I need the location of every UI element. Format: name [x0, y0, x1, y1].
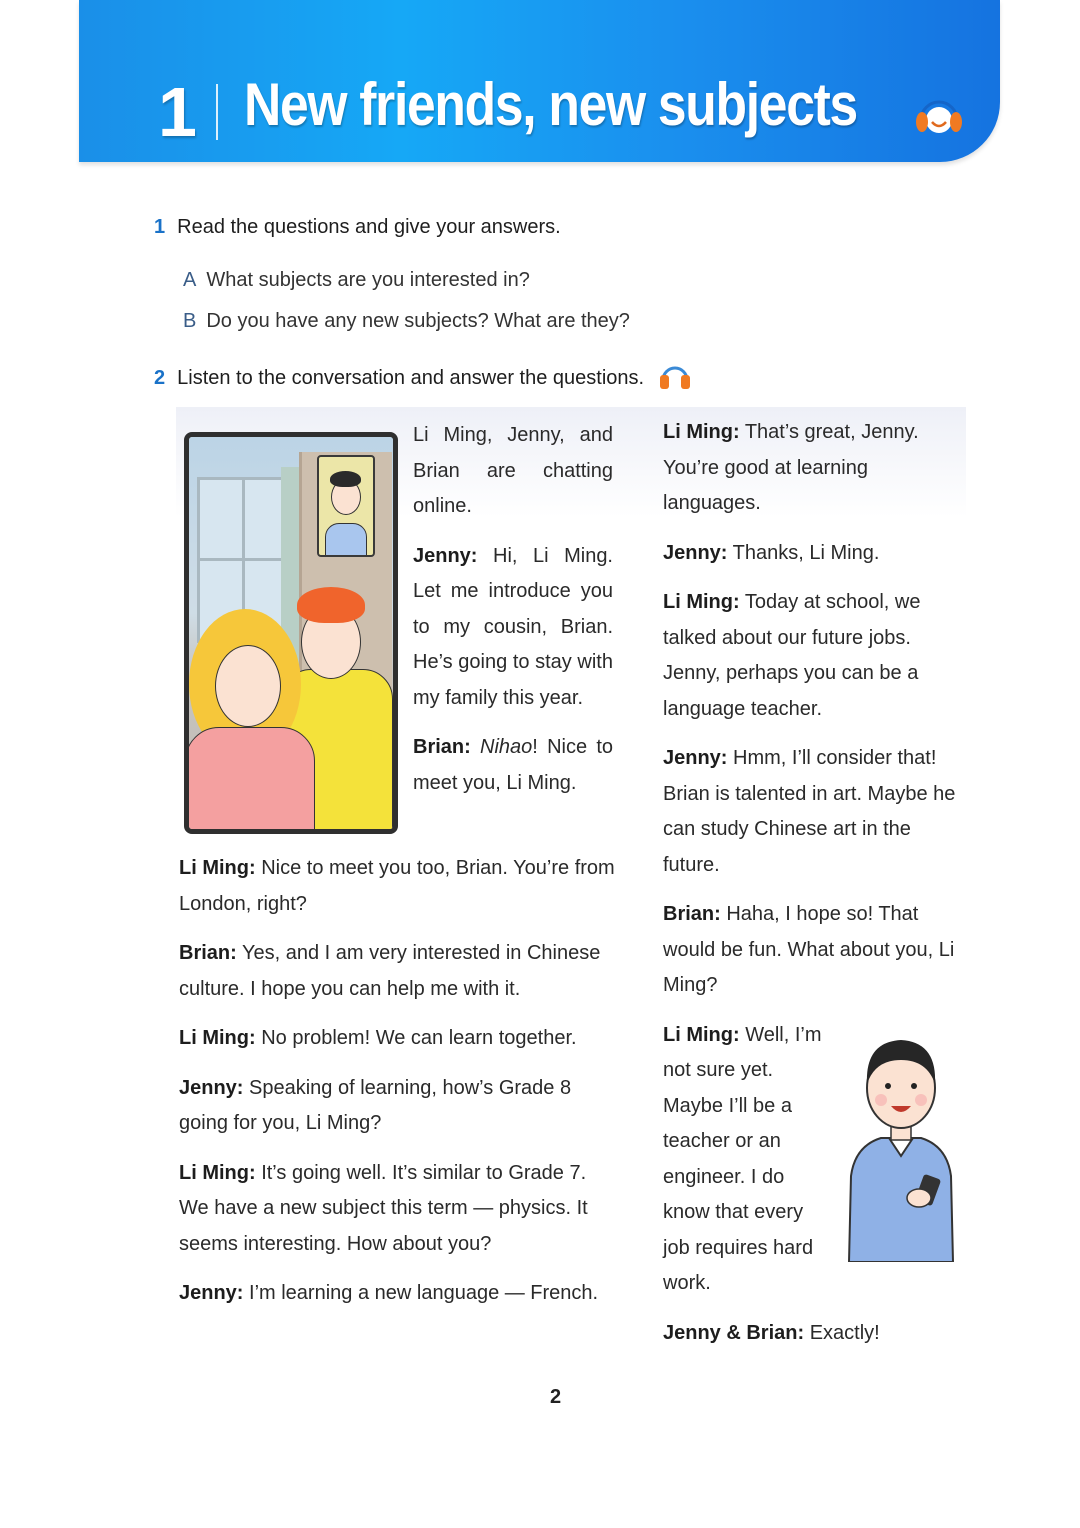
question-letter: B [183, 310, 197, 332]
dialogue-text: That’s great, Jenny. You’re good at learning languages. [663, 421, 919, 514]
speaker-name: Brian: [179, 942, 237, 964]
li-ming-figure-wrapper [841, 1026, 965, 1262]
speaker-name: Jenny & Brian: [663, 1321, 805, 1344]
closing-block [663, 1018, 957, 1366]
speaker-name: Li Ming: [663, 591, 740, 613]
conversation-intro: Li Ming, Jenny, and Brian are chatting online. [413, 424, 613, 517]
dialogue-line [179, 1021, 619, 1057]
dialogue-line [179, 851, 619, 922]
dialogue-text: Today at school, we talked about our future jobs. Jenny, perhaps you can be a language teacher. [663, 591, 921, 720]
task-1 [154, 216, 561, 239]
speaker-name: Brian: [663, 903, 721, 925]
question-text: Do you have any new subjects? What are they? [206, 310, 630, 332]
dialogue-text: Haha, I hope so! That would be fun. What about you, Li Ming? [663, 903, 955, 996]
headphones-smiley-icon[interactable] [911, 92, 967, 138]
li-ming-illustration [841, 1026, 961, 1262]
dialogue-text: No problem! We can learn together. [255, 1027, 577, 1049]
speaker-name: Jenny: [413, 544, 478, 567]
dialogue-text: It’s going well. It’s similar to Grade 7. We have a new subject this term — physics. It seems interesting. How about you? [179, 1161, 588, 1255]
dialogue-line [663, 536, 957, 572]
page-number: 2 [550, 1386, 562, 1408]
dialogue-text: Well, I’m not sure yet. Maybe I’ll be a teacher or an engineer. I do know that every job requires hard work. [663, 1023, 822, 1294]
dialogue-italic-word: Nihao [480, 736, 533, 758]
left-column [179, 851, 619, 1326]
right-column [663, 415, 957, 1365]
intro-column [413, 418, 613, 815]
unit-number: 1 [158, 73, 195, 151]
video-chat-illustration [184, 432, 398, 834]
dialogue-line [179, 1156, 619, 1263]
dialogue-text: ! Nice to meet you, Li Ming. [413, 736, 613, 794]
speaker-name: Li Ming: [663, 1023, 740, 1046]
dialogue-text: Yes, and I am very interested in Chinese culture. I hope you can help me with it. [179, 942, 601, 1000]
dialogue-line [663, 897, 957, 1004]
speaker-name: Brian: [413, 736, 471, 758]
question-b [183, 310, 630, 333]
dialogue-line [663, 741, 957, 883]
dialogue-text: Hi, Li Ming. Let me introduce you to my cousin, Brian. He’s going to stay with my family this year. [413, 544, 613, 709]
task-number: 1 [154, 216, 166, 238]
dialogue-line [663, 585, 957, 727]
dialogue-text: I’m learning a new language — French. [243, 1282, 599, 1304]
task-2 [154, 360, 692, 390]
dialogue-text: Speaking of learning, how’s Grade 8 going for you, Li Ming? [179, 1076, 572, 1134]
dialogue-line [413, 539, 613, 717]
headphones-icon[interactable] [658, 360, 692, 390]
li-ming-video-inset [317, 455, 375, 557]
dialogue-line [663, 1316, 957, 1352]
speaker-name: Li Ming: [663, 421, 740, 443]
dialogue-line [179, 1071, 619, 1142]
task-instruction: Read the questions and give your answers. [177, 216, 561, 238]
dialogue-text: Hmm, I’ll consider that! Brian is talented in art. Maybe he can study Chinese art in the future. [663, 747, 956, 876]
dialogue-line [179, 936, 619, 1007]
speaker-name: Li Ming: [179, 857, 256, 879]
dialogue-text: Nice to meet you too, Brian. You’re from London, right? [179, 857, 615, 915]
speaker-name: Jenny: [663, 541, 728, 564]
dialogue-line [663, 415, 957, 522]
speaker-name: Jenny: [179, 1282, 244, 1304]
speaker-name: Jenny: [663, 747, 728, 769]
task-instruction: Listen to the conversation and answer the questions. [177, 367, 645, 389]
dialogue-text: Thanks, Li Ming. [727, 541, 880, 564]
dialogue-text: Exactly! [804, 1321, 880, 1344]
dialogue-line [413, 730, 613, 801]
speaker-name: Li Ming: [179, 1161, 256, 1184]
question-text: What subjects are you interested in? [206, 269, 530, 291]
speaker-name: Jenny: [179, 1076, 244, 1099]
speaker-name: Li Ming: [179, 1027, 256, 1049]
unit-title: New friends, new subjects [244, 71, 857, 138]
task-number: 2 [154, 367, 166, 389]
title-divider [216, 84, 218, 140]
dialogue-line [179, 1276, 619, 1312]
question-a [183, 269, 530, 292]
question-letter: A [183, 269, 197, 291]
